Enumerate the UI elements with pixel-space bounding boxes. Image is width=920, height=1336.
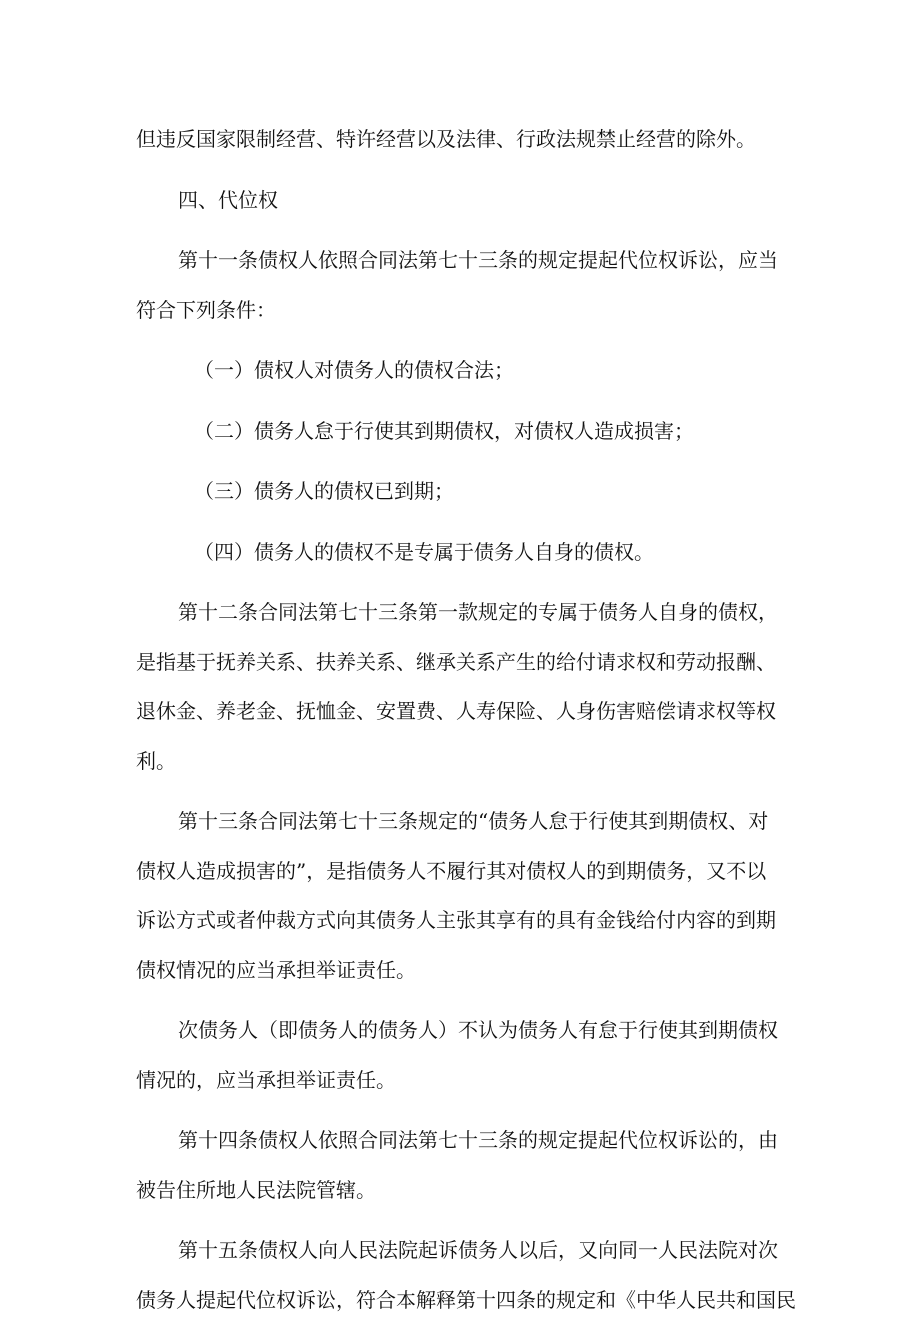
- list-item: [136, 407, 796, 457]
- text-line: 债务人提起代位权诉讼，符合本解释第十四条的规定和《中华人民共和国民: [136, 1287, 796, 1312]
- text-line: 符合下列条件：: [136, 297, 276, 322]
- paragraph: [136, 1116, 796, 1215]
- list-item: [136, 528, 796, 578]
- list-item: [136, 467, 796, 517]
- text-line: 被告住所地人民法院管辖。: [136, 1177, 376, 1202]
- list-item: [136, 346, 796, 396]
- text-line: 第十一条债权人依照合同法第七十三条的规定提起代位权诉讼，应当: [178, 248, 778, 272]
- text-line: （一）债权人对债务人的债权合法；: [194, 358, 514, 382]
- text-line: 第十五条债权人向人民法院起诉债务人以后，又向同一人民法院对次: [178, 1238, 778, 1262]
- text-line: 退休金、养老金、抚恤金、安置费、人寿保险、人身伤害赔偿请求权等权: [136, 699, 776, 723]
- text-line: 利。: [136, 748, 176, 773]
- paragraph: [136, 115, 796, 165]
- text-line: 四、代位权: [178, 187, 278, 212]
- text-line: 第十二条合同法第七十三条第一款规定的专属于债务人自身的债权，: [178, 600, 778, 624]
- text-line: 债权情况的应当承担举证责任。: [136, 957, 416, 982]
- text-line: 债权人造成损害的”，是指债务人不履行其对债权人的到期债务，又不以: [136, 858, 767, 883]
- text-line: （三）债务人的债权已到期；: [194, 479, 454, 503]
- text-line: 情况的，应当承担举证责任。: [136, 1067, 396, 1092]
- text-line: 次债务人（即债务人的债务人）不认为债务人有怠于行使其到期债权: [178, 1018, 778, 1042]
- text-line: 第十四条债权人依照合同法第七十三条的规定提起代位权诉讼的，由: [178, 1128, 778, 1152]
- paragraph: [136, 176, 796, 226]
- document-body: [136, 115, 796, 1336]
- paragraph: [136, 588, 796, 786]
- paragraph: [136, 236, 796, 335]
- text-line: 但违反国家限制经营、特许经营以及法律、行政法规禁止经营的除外。: [136, 127, 756, 151]
- paragraph: [136, 1226, 796, 1325]
- paragraph: [136, 797, 796, 995]
- text-line: 是指基于抚养关系、扶养关系、继承关系产生的给付请求权和劳动报酬、: [136, 649, 776, 674]
- text-line: 第十三条合同法第七十三条规定的“债务人怠于行使其到期债权、对: [178, 809, 769, 833]
- paragraph: [136, 1006, 796, 1105]
- text-line: （二）债务人怠于行使其到期债权，对债权人造成损害；: [194, 418, 694, 443]
- text-line: 诉讼方式或者仲裁方式向其债务人主张其享有的具有金钱给付内容的到期: [136, 908, 776, 932]
- text-line: （四）债务人的债权不是专属于债务人自身的债权。: [194, 539, 654, 564]
